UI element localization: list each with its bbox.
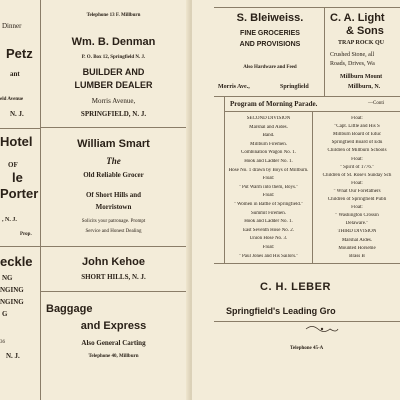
stub-of: OF xyxy=(8,161,18,169)
program-line: Union Hose No. 3. xyxy=(249,236,288,242)
bleiweiss-line1: FINE GROCERIES xyxy=(240,30,300,37)
lighthipe-line4: Millburn Mount xyxy=(340,74,383,80)
program-line: Mounted Horseme xyxy=(338,245,376,251)
smart-line3: Morristown xyxy=(95,203,132,211)
program-line: Hook and Ladder No. 1. xyxy=(244,159,293,164)
leber-tagline: Springfield's Leading Gro xyxy=(226,306,336,316)
program-line: THIRD DIVISION xyxy=(337,229,377,235)
program-column-divider xyxy=(312,112,313,263)
smart-line1: Old Reliable Grocer xyxy=(83,171,144,179)
right-ad-divider xyxy=(324,7,325,96)
kehoe-name: John Kehoe xyxy=(82,256,145,268)
baggage-line3: Also General Carting xyxy=(81,339,146,347)
lighthipe-line2: Crushed Stone, all xyxy=(330,52,375,58)
program-line: " Paul Jones and His Sailors." xyxy=(238,253,299,259)
program-line: Float: xyxy=(351,116,363,121)
denman-telephone: Telephone 13 F. Millburn xyxy=(86,13,141,18)
bleiweiss-town: Springfield xyxy=(280,84,309,90)
program-line: Children of St. Rose's Sunday Sch xyxy=(322,172,392,178)
stub-rule-1 xyxy=(0,128,40,129)
leber-tagline-rule xyxy=(214,321,400,322)
stub-le: le xyxy=(12,170,23,185)
program-line: " Women in Battle of Springfield." xyxy=(233,202,304,207)
stub-nging: NGING xyxy=(0,286,24,294)
lighthipe-name: C. A. Light xyxy=(330,12,385,24)
program-line: Float: xyxy=(262,176,275,182)
program-line: Marshal Aides. xyxy=(341,237,373,243)
bleiweiss-street: Morris Ave., xyxy=(218,84,250,90)
program-line: " Washington Crossin xyxy=(335,213,379,219)
stub-ng2: G xyxy=(2,310,8,318)
program-line: Float: xyxy=(351,205,363,211)
stub-hotel: Hotel xyxy=(0,134,33,149)
stub-nj3: N. J. xyxy=(6,352,20,360)
baggage-line2: and Express xyxy=(80,320,147,332)
right-rule-2 xyxy=(214,263,400,264)
leber-name: C. H. LEBER xyxy=(260,281,331,293)
lighthipe-line3: Roads, Drives, Wa xyxy=(330,61,375,67)
baggage-line1: Baggage xyxy=(46,303,93,315)
denman-street: Morris Avenue, xyxy=(91,97,136,105)
program-line: Children of Springfield Publi xyxy=(327,197,387,202)
program-line: Float: xyxy=(262,245,275,250)
lighthipe-sons: & Sons xyxy=(346,25,384,37)
program-line: SECOND DIVISION xyxy=(246,116,291,121)
program-line: Summit Firemen. xyxy=(251,210,286,216)
program-cont: —Conti xyxy=(368,101,385,106)
denman-box: P. O. Box 12, Springfield N. J. xyxy=(81,55,146,60)
left-rule-1 xyxy=(41,127,186,128)
stub-rule-2 xyxy=(0,246,40,247)
stub-dinner: Dinner xyxy=(2,22,22,30)
stub-ng1: NG xyxy=(2,274,13,282)
program-line: Brass B xyxy=(349,253,365,259)
stub-petz: Petz xyxy=(6,46,33,61)
baggage-telephone: Telephone 40, Millburn xyxy=(88,354,139,359)
program-line: Float: xyxy=(262,193,275,199)
left-page xyxy=(0,0,190,400)
bleiweiss-line2: AND PROVISIONS xyxy=(239,41,301,48)
right-rule-1 xyxy=(214,96,400,97)
left-rule-3 xyxy=(41,291,186,292)
bleiweiss-name: S. Bleiweiss. xyxy=(236,12,304,24)
denman-town: SPRINGFIELD, N. J. xyxy=(80,110,147,118)
stub-eckle: eckle xyxy=(0,254,33,269)
program-line: Delaware." xyxy=(345,221,369,227)
denman-name: Wm. B. Denman xyxy=(71,36,156,48)
smart-name: William Smart xyxy=(77,138,150,150)
program-line: Marshal and Aides. xyxy=(249,124,288,130)
stub-avenue: eld Avenue xyxy=(0,97,24,102)
stub-num: 36 xyxy=(0,340,5,345)
smart-line2: Of Short Hills and xyxy=(85,191,142,199)
program-title: Program of Morning Parade. xyxy=(230,100,318,108)
smart-line4: Solicits your patronage. Prompt xyxy=(81,219,146,224)
program-line: Band. xyxy=(262,133,275,139)
denman-line1: BUILDER AND xyxy=(82,67,145,77)
program-line: Float: xyxy=(351,156,363,162)
program-line: Millburn Firemen. xyxy=(250,141,287,147)
right-page xyxy=(192,0,400,400)
program-line: " What Our Forefathers xyxy=(333,188,381,194)
smart-line5: Service and Honest Dealing xyxy=(85,229,142,234)
bleiweiss-line3: Also Hardware and Feed xyxy=(243,65,297,70)
program-line: Millburn Board of Educ xyxy=(332,132,382,138)
program-line: Combination Wagon No. 1. xyxy=(241,150,296,156)
stub-porter: Porter xyxy=(0,186,39,201)
program-line: " Put Warm into them, Boys." xyxy=(238,184,299,190)
program-line: Hose No. 1 drawn by Boys of Millburn. xyxy=(228,167,309,173)
leber-telephone: Telephone 45-A xyxy=(290,346,324,351)
lighthipe-line1: TRAP ROCK QU xyxy=(338,40,385,46)
program-line: "Capt. Little and His S xyxy=(334,124,380,130)
program-line: Float: xyxy=(351,180,363,186)
right-top-rule xyxy=(214,7,400,8)
stub-prop: Prop. xyxy=(20,232,32,237)
ornament-icon xyxy=(304,324,340,334)
stub-nj1: N. J. xyxy=(10,110,24,118)
lighthipe-line5: Millburn, N. xyxy=(348,84,381,90)
program-line: East Seventh Hose No. 2. xyxy=(242,227,295,233)
kehoe-town: SHORT HILLS, N. J. xyxy=(81,273,146,281)
stub-nging2: NGING xyxy=(0,298,24,306)
left-rule-2 xyxy=(41,246,186,247)
program-line: Springfield Board of Edu xyxy=(331,140,383,146)
denman-line2: LUMBER DEALER xyxy=(74,80,153,90)
stub-ant: ant xyxy=(10,70,20,78)
stub-nj2: , N. J. xyxy=(2,217,17,223)
program-line: Children of Millburn Schools xyxy=(327,148,387,154)
smart-the: The xyxy=(106,156,121,166)
program-line: " Spirit of 1776." xyxy=(339,164,375,170)
program-line: Hook and Ladder No. 1. xyxy=(244,219,293,225)
